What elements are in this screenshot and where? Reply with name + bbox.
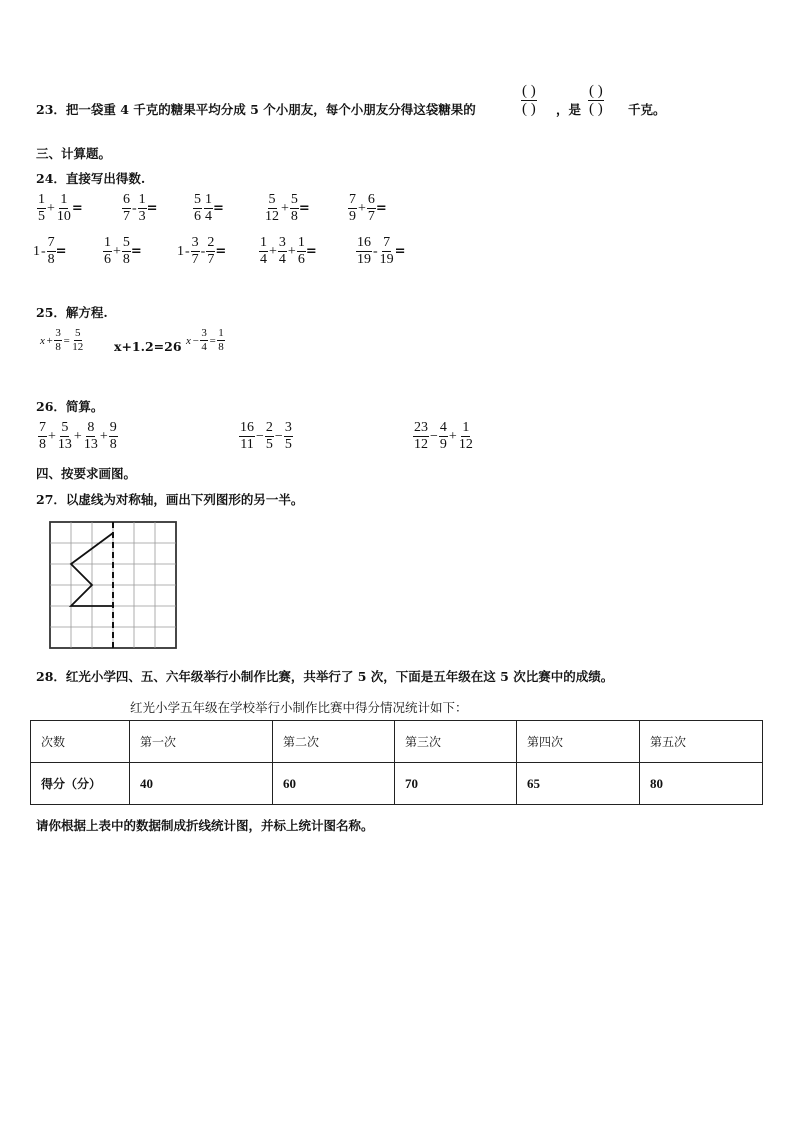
blank[interactable]: ( )	[522, 83, 536, 99]
q25-title: 25．解方程.	[36, 305, 108, 320]
table-cell: 70	[395, 763, 517, 805]
q24-expr-8: 1 - $\frac{3}{7}$ - $\frac{2}{7}$ =	[177, 235, 227, 267]
q27-title: 27．以虚线为对称轴，画出下列图形的另一半。	[36, 492, 304, 507]
blank[interactable]: ( )	[522, 101, 536, 117]
q23-blank-fraction-2	[588, 84, 604, 117]
q24-expr-7: $\frac{1}{6}$ + $\frac{5}{8}$ =	[104, 235, 142, 267]
q25-equation-1: x + $\frac{3}{8}$ = $\frac{5}{12}$	[40, 327, 84, 353]
q24-expr-1: $\frac{1}{5}$ + $\frac{1}{10}$ =	[38, 192, 83, 224]
q25-equation-2: x+1.2=26	[114, 339, 182, 354]
table-header-cell: 第三次	[395, 721, 517, 763]
q24-expr-4: $\frac{5}{12}$ + $\frac{5}{8}$ =	[265, 192, 310, 224]
score-table	[30, 720, 763, 805]
table-header-cell: 第一次	[130, 721, 273, 763]
blank[interactable]: ( )	[589, 101, 603, 117]
q24-expr-2: $\frac{6}{7}$ - $\frac{1}{3}$ =	[123, 192, 158, 224]
q24-expr-6: 1 - $\frac{7}{8}$ =	[33, 235, 67, 267]
q26-expr-3: $\frac{23}{12}$ − $\frac{4}{9}$ + $\frac{1}{12}$	[414, 420, 473, 452]
table-row	[31, 721, 763, 763]
table-cell: 80	[640, 763, 763, 805]
q24-expr-10: $\frac{16}{19}$ - $\frac{7}{19}$ =	[357, 235, 406, 267]
table-cell: 40	[130, 763, 273, 805]
q24-expr-9: $\frac{1}{4}$ + $\frac{3}{4}$ + $\frac{1}{6}$ =	[260, 235, 317, 267]
q26-expr-1: $\frac{7}{8}$ + $\frac{5}{13}$ + $\frac{8}{13}$ + $\frac{9}{8}$	[39, 420, 117, 452]
table-cell: 得分（分）	[31, 763, 130, 805]
section-3-title: 三、计算题。	[36, 146, 112, 161]
q23-text: 23．把一袋重 4 千克的糖果平均分成 5 个小朋友，每个小朋友分得这袋糖果的	[36, 102, 476, 117]
blank[interactable]: ( )	[589, 83, 603, 99]
table-caption: 红光小学五年级在学校举行小制作比赛中得分情况统计如下：	[130, 700, 468, 715]
q28-title: 28．红光小学四、五、六年级举行小制作比赛，共举行了 5 次，下面是五年级在这 5 次比赛中的成绩。	[36, 669, 614, 684]
q23-mid: ，是	[556, 102, 582, 117]
table-header-cell: 次数	[31, 721, 130, 763]
q28-note: 请你根据上表中的数据制成折线统计图，并标上统计图名称。	[36, 818, 374, 833]
table-cell: 60	[273, 763, 395, 805]
q24-expr-3: $\frac{5}{6}$ $\frac{1}{4}$ =	[194, 192, 224, 224]
q24-title: 24．直接写出得数.	[36, 171, 146, 186]
q26-expr-2: $\frac{16}{11}$ − $\frac{2}{5}$ − $\frac{3}{5}$	[240, 420, 292, 452]
table-header-cell: 第五次	[640, 721, 763, 763]
q25-equation-3: x − $\frac{3}{4}$ = $\frac{1}{8}$	[186, 327, 224, 353]
table-row	[31, 763, 763, 805]
section-4-title: 四、按要求画图。	[36, 466, 137, 481]
q26-title: 26．简算。	[36, 399, 104, 414]
table-header-cell: 第四次	[517, 721, 640, 763]
q23-end: 千克。	[628, 102, 666, 117]
q24-expr-5: $\frac{7}{9}$ + $\frac{6}{7}$ =	[349, 192, 387, 224]
table-header-cell: 第二次	[273, 721, 395, 763]
symmetry-grid	[46, 518, 180, 652]
table-cell: 65	[517, 763, 640, 805]
q23-blank-fraction-1	[521, 84, 537, 117]
